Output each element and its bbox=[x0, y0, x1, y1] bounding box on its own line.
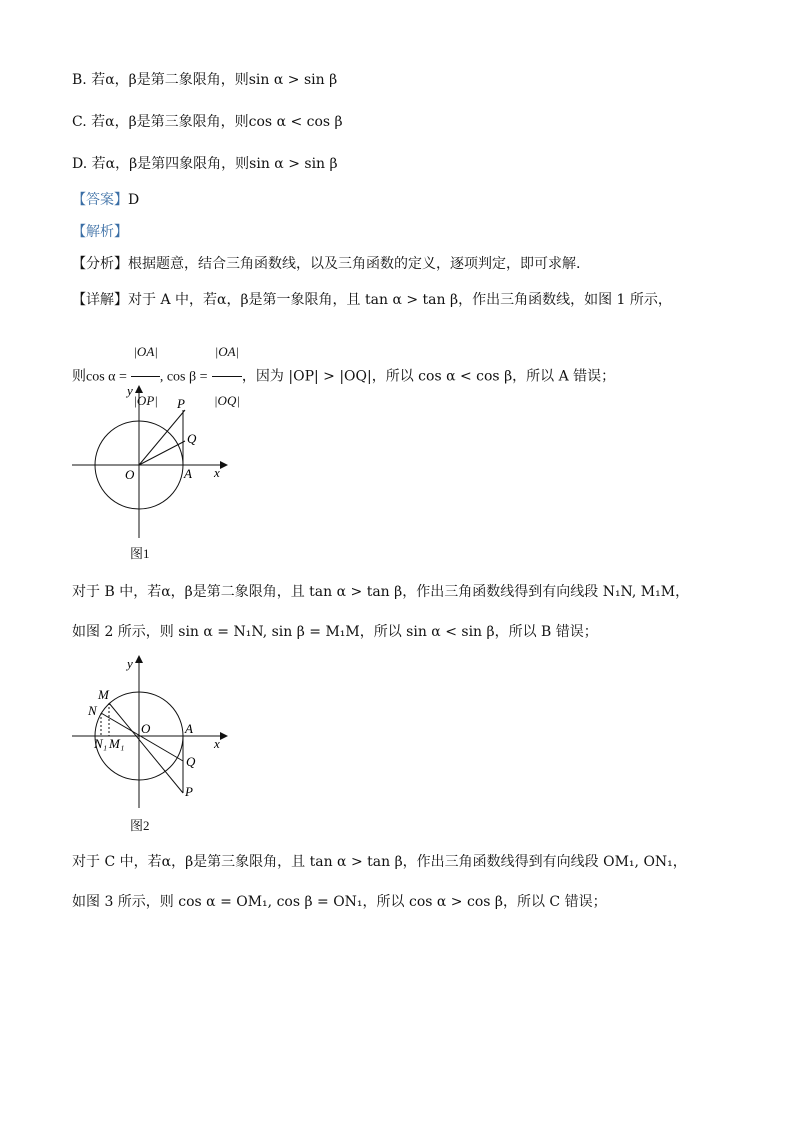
fig2-y-label: y bbox=[127, 656, 133, 671]
a-line2 bbox=[72, 328, 616, 408]
fig2-p-label: P bbox=[185, 784, 193, 799]
answer-value: D bbox=[128, 192, 140, 208]
fig2-o-label: O bbox=[141, 721, 151, 736]
fenxi-text: 根据题意，结合三角函数线，以及三角函数的定义，逐项判定，即可求解. bbox=[128, 256, 581, 272]
frac2-den: |OQ| bbox=[213, 393, 240, 408]
a-line2-pre: 则 bbox=[72, 368, 86, 385]
fig2-m-label: M bbox=[98, 687, 109, 702]
fig2-n-label: N bbox=[88, 703, 97, 718]
xiangjie-line bbox=[72, 290, 672, 310]
option-d: D. 若α，β是第四象限角，则sin α > sin β bbox=[72, 156, 338, 172]
b-line1: 对于 B 中，若α，β是第二象限角，且 tan α > tan β，作出三角函数线得到有向线段 N₁N, M₁M， bbox=[72, 584, 690, 600]
fig2-n1-label: N₁ bbox=[94, 736, 108, 751]
option-b: B. 若α，β是第二象限角，则sin α > sin β bbox=[72, 72, 338, 88]
option-c: C. 若α，β是第三象限角，则cos α < cos β bbox=[72, 114, 343, 130]
fig1-p-label: P bbox=[177, 396, 185, 411]
fig1-x-label: x bbox=[214, 465, 220, 480]
fenxi-line bbox=[72, 254, 580, 274]
analysis-label bbox=[72, 222, 128, 242]
fig2-a-label: A bbox=[185, 721, 193, 736]
frac1-den: |OP| bbox=[133, 393, 158, 408]
c-line1: 对于 C 中，若α，β是第三象限角，且 tan α > tan β，作出三角函数线得到有向线段 OM₁, ON₁， bbox=[72, 854, 687, 870]
figure-1-caption: 图1 bbox=[130, 546, 150, 561]
fig1-o-label: O bbox=[125, 467, 135, 482]
fig1-q-label: Q bbox=[187, 431, 197, 446]
b-line2: 如图 2 所示，则 sin α = N₁N, sin β = M₁M，所以 sin α < sin β，所以 B 错误； bbox=[72, 624, 598, 640]
fenxi-label: 【分析】 bbox=[72, 256, 128, 272]
figure-2 bbox=[68, 653, 228, 813]
frac2-num: |OA| bbox=[212, 328, 242, 377]
analysis-label-text: 【解析】 bbox=[72, 224, 128, 240]
frac1-num: |OA| bbox=[131, 328, 159, 377]
answer-label: 【答案】 bbox=[72, 192, 128, 208]
xiangjie-label: 【详解】 bbox=[72, 292, 128, 308]
answer-line bbox=[72, 190, 139, 210]
xiangjie-text: 对于 A 中，若α，β是第一象限角，且 tan α > tan β，作出三角函数线，如图 1 所示， bbox=[128, 292, 672, 308]
fig1-a-label: A bbox=[184, 466, 192, 481]
figure-2-caption: 图2 bbox=[130, 818, 150, 833]
figure-1 bbox=[68, 383, 228, 543]
fig2-q-label: Q bbox=[186, 754, 196, 769]
a-line2-post: ，因为 |OP| > |OQ|，所以 cos α < cos β，所以 A 错误； bbox=[241, 368, 616, 385]
fig1-y-label: y bbox=[127, 383, 133, 398]
c-line2: 如图 3 所示，则 cos α = OM₁, cos β = ON₁，所以 cos α > cos β，所以 C 错误； bbox=[72, 894, 607, 910]
fig2-x-label: x bbox=[214, 736, 220, 751]
a-cos-beta: , cos β = bbox=[159, 369, 208, 385]
a-cos-alpha: cos α = bbox=[86, 369, 127, 385]
fig2-m1-label: M₁ bbox=[109, 736, 125, 751]
